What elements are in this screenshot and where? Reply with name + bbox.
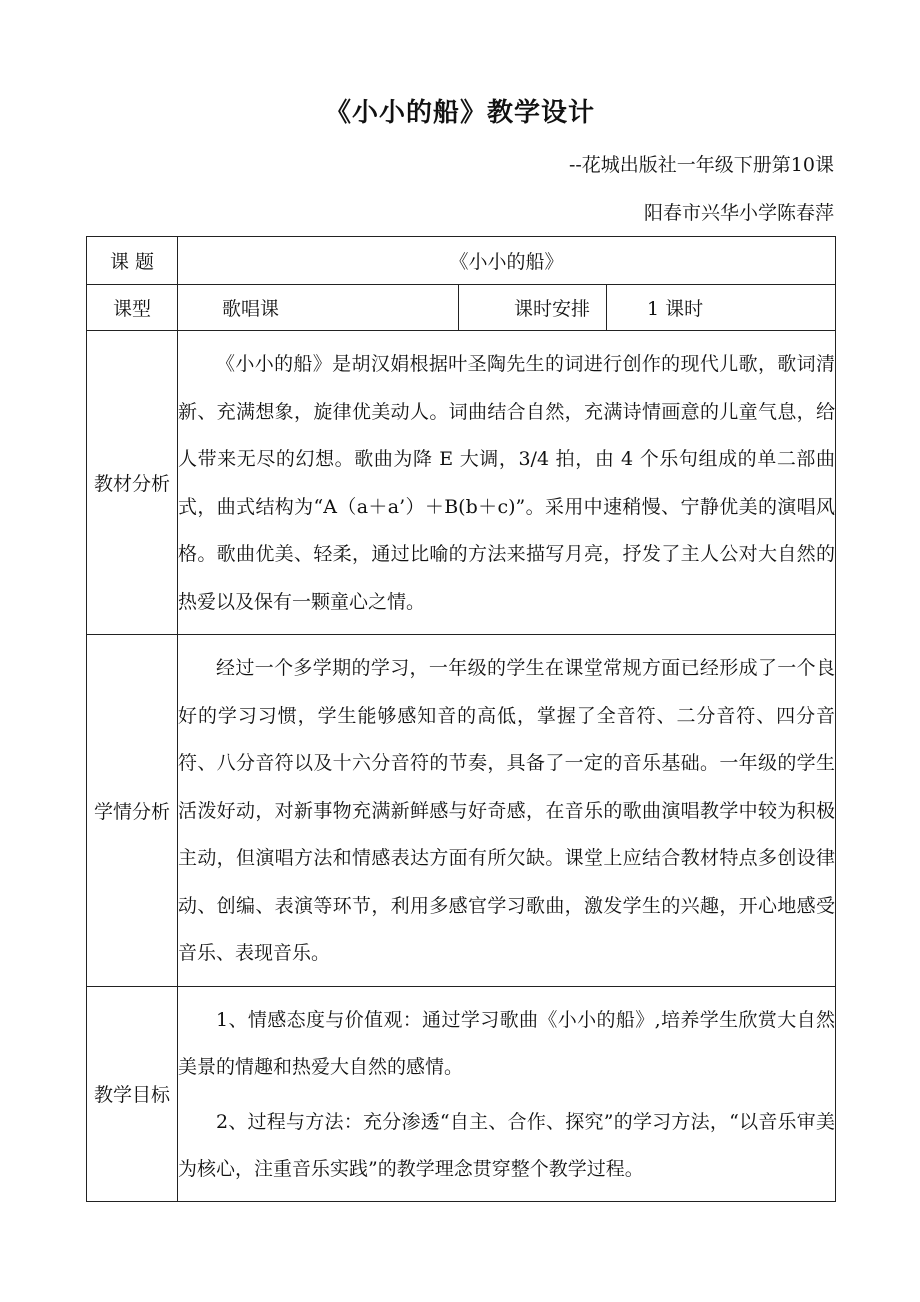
material-row <box>87 331 836 635</box>
topic-value: 《小小的船》 <box>178 237 836 285</box>
material-analysis <box>178 331 836 635</box>
goal-item: 1、情感态度与价值观：通过学习歌曲《小小的船》,培养学生欣赏大自然美景的情趣和热爱大自然的感情。 <box>178 1008 836 1078</box>
type-row <box>87 285 836 331</box>
hours-label: 课时安排 <box>459 285 607 331</box>
student-label: 学情分析 <box>87 635 178 987</box>
teaching-goals <box>178 986 836 1201</box>
student-analysis <box>178 635 836 987</box>
hours-value: 1 课时 <box>607 285 836 331</box>
goal-item: 2、过程与方法：充分渗透“自主、合作、探究”的学习方法，“以音乐审美为核心，注重音乐实践”的教学理念贯穿整个教学过程。 <box>178 1110 836 1180</box>
material-text: 《小小的船》是胡汉娟根据叶圣陶先生的词进行创作的现代儿歌，歌词清新、充满想象，旋律优美动人。词曲结合自然，充满诗情画意的儿童气息，给人带来无尽的幻想。歌曲为降 E 大调，3/4 拍，由 4 个乐句组成的单二部曲式，曲式结构为“A（a＋a’）＋B(b＋c)”。采用中速稍慢、宁静优美的演唱风格。歌曲优美、轻柔，通过比喻的方法来描写月亮，抒发了主人公对大自然的热爱以及保有一颗童心之情。 <box>178 353 836 613</box>
document-author: 阳春市兴华小学陈春萍 <box>643 202 834 224</box>
goals-row <box>87 986 836 1201</box>
topic-row <box>87 237 836 285</box>
type-value: 歌唱课 <box>178 285 459 331</box>
student-row <box>87 635 836 987</box>
document-title: 《小小的船》教学设计 <box>324 98 595 128</box>
student-text: 经过一个多学期的学习，一年级的学生在课堂常规方面已经形成了一个良好的学习习惯，学生能够感知音的高低，掌握了全音符、二分音符、四分音符、八分音符以及十六分音符的节奏，具备了一定的音乐基础。一年级的学生活泼好动，对新事物充满新鲜感与好奇感，在音乐的歌曲演唱教学中较为积极主动，但演唱方法和情感表达方面有所欠缺。课堂上应结合教材特点多创设律动、创编、表演等环节，利用多感官学习歌曲，激发学生的兴趣，开心地感受音乐、表现音乐。 <box>178 657 836 964</box>
document-subtitle: --花城出版社一年级下册第10课 <box>568 154 834 176</box>
type-label: 课型 <box>87 285 178 331</box>
lesson-plan-table <box>86 236 836 1202</box>
goals-label: 教学目标 <box>87 986 178 1201</box>
material-label: 教材分析 <box>87 331 178 635</box>
topic-label: 课 题 <box>87 237 178 285</box>
